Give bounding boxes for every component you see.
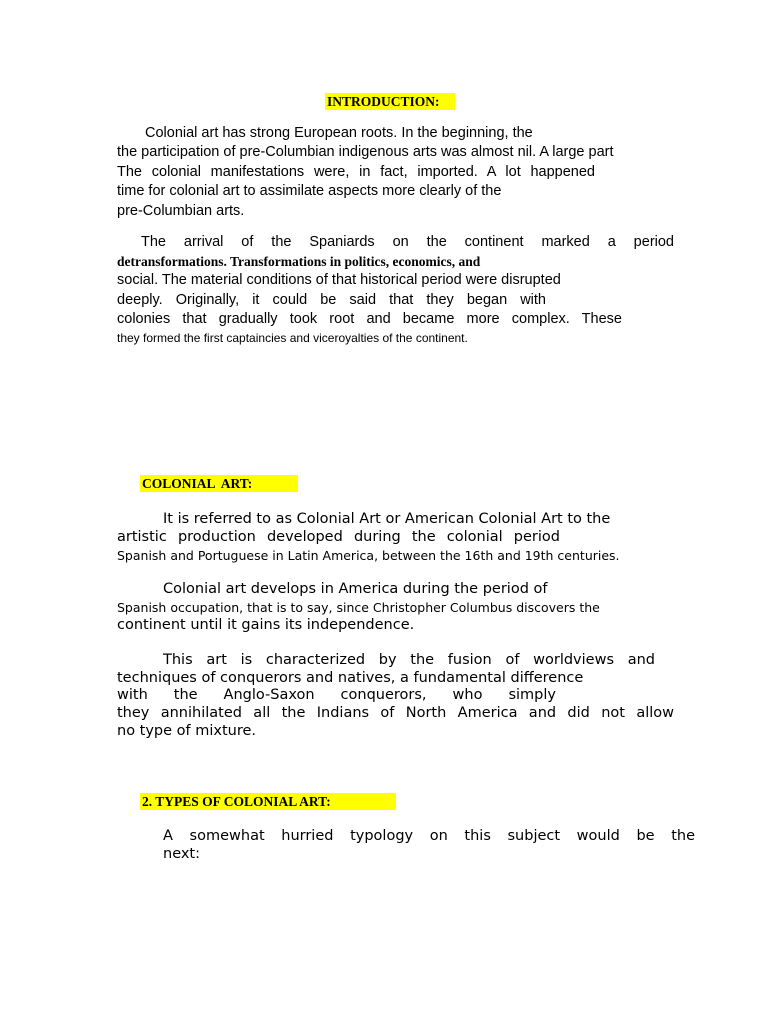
text-line: social. The material conditions of that historical period were disrupted [117, 272, 561, 288]
text-line: techniques of conquerors and natives, a fundamental difference [117, 670, 584, 686]
text-line: The colonial manifestations were, in fact, imported. A lot happened [117, 164, 595, 180]
text-line: Colonial art develops in America during the period of [163, 581, 548, 597]
text-line: A somewhat hurried typology on this subject would be the [163, 828, 695, 844]
text-line: This art is characterized by the fusion of worldviews and [163, 652, 655, 668]
text-line: Spanish and Portuguese in Latin America, between the 16th and 19th centuries. [117, 548, 620, 563]
text-line: Colonial art has strong European roots. In the beginning, the [145, 125, 533, 141]
text-line: deeply. Originally, it could be said that they began with [117, 292, 546, 308]
section-heading-types-of-colonial-art: 2. TYPES OF COLONIAL ART: [140, 793, 396, 810]
text-line: It is referred to as Colonial Art or American Colonial Art to the [163, 511, 611, 527]
text-line: the participation of pre-Columbian indigenous arts was almost nil. A large part [117, 144, 614, 160]
section-heading-colonial-art: COLONIAL ART: [140, 475, 298, 492]
text-line: artistic production developed during the colonial period [117, 529, 560, 545]
text-line: detransformations. Transformations in politics, economics, and [117, 254, 481, 269]
text-line: time for colonial art to assimilate aspects more clearly of the [117, 183, 502, 199]
text-line: The arrival of the Spaniards on the continent marked a period [141, 234, 674, 250]
text-line: no type of mixture. [117, 723, 257, 739]
text-line: next: [163, 846, 201, 862]
text-line: pre-Columbian arts. [117, 203, 245, 219]
text-line: they annihilated all the Indians of North America and did not allow [117, 705, 674, 721]
text-line: they formed the first captaincies and viceroyalties of the continent. [117, 331, 468, 345]
text-line: with the Anglo-Saxon conquerors, who simply [117, 687, 556, 703]
text-line: continent until it gains its independence. [117, 617, 415, 633]
text-line: colonies that gradually took root and became more complex. These [117, 311, 622, 327]
section-heading-introduction: INTRODUCTION: [325, 93, 455, 110]
text-line: Spanish occupation, that is to say, since Christopher Columbus discovers the [117, 600, 600, 615]
